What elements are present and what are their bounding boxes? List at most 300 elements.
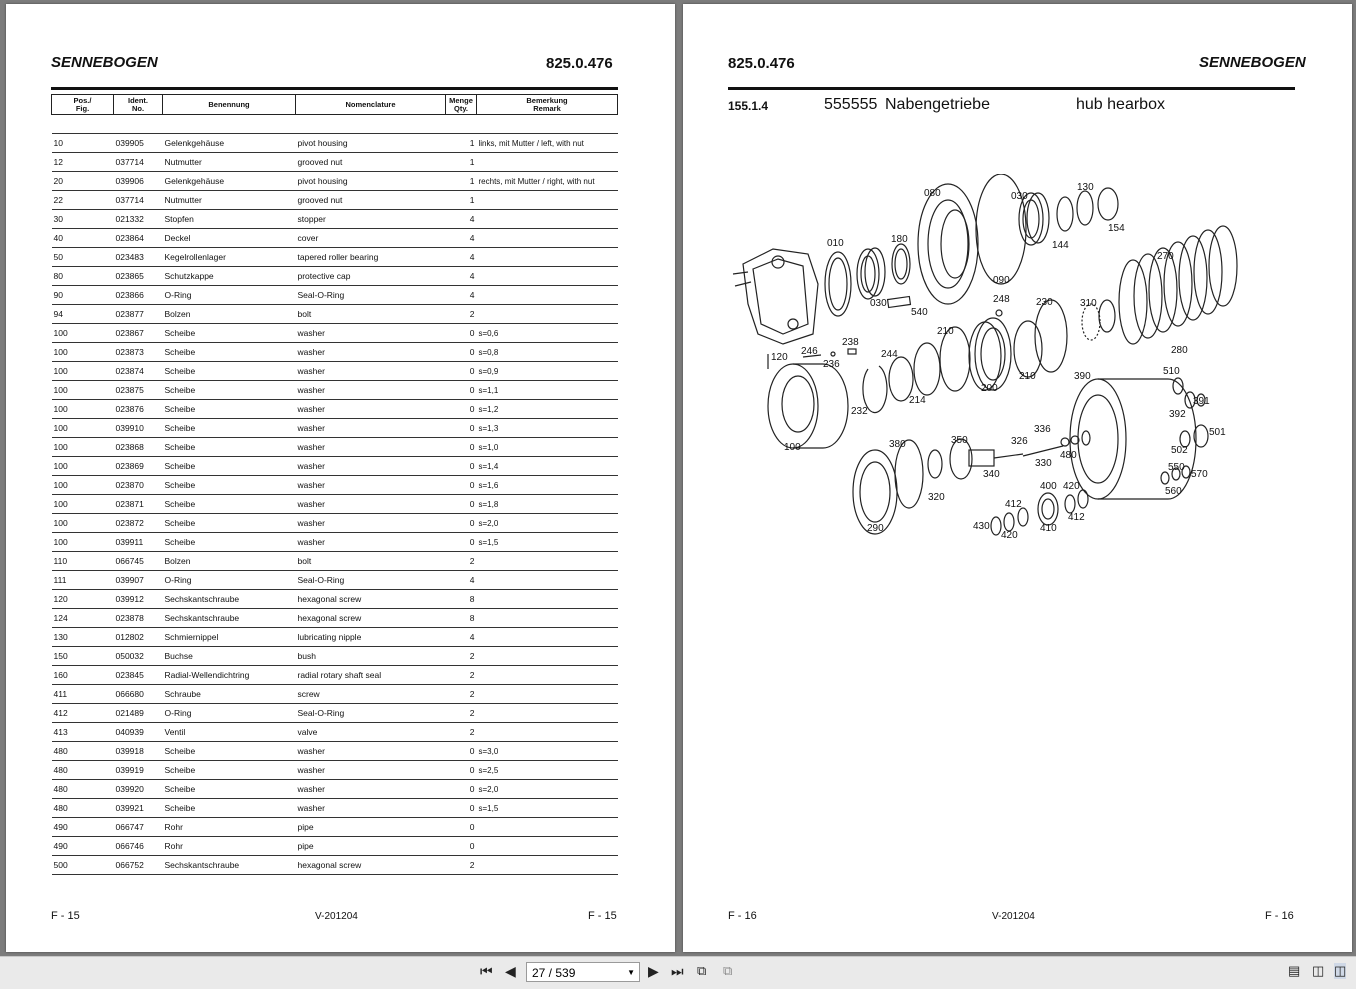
cell-ident: 023878 — [114, 609, 163, 628]
cell-ident: 039905 — [114, 134, 163, 153]
cell-ident: 023483 — [114, 248, 163, 267]
cell-ident: 050032 — [114, 647, 163, 666]
cell-qty: 0 — [446, 533, 477, 552]
header-ident — [114, 95, 163, 115]
table-row — [52, 533, 618, 552]
callout-label: 210 — [937, 326, 954, 337]
cell-nomenclature: washer — [296, 761, 446, 780]
callout-label: 410 — [1040, 523, 1057, 534]
table-row — [52, 742, 618, 761]
cell-qty: 0 — [446, 457, 477, 476]
callout-label: 232 — [851, 406, 868, 417]
cell-qty: 1 — [446, 172, 477, 191]
table-row — [52, 438, 618, 457]
cell-qty: 0 — [446, 419, 477, 438]
cell-qty: 0 — [446, 761, 477, 780]
cell-qty: 0 — [446, 495, 477, 514]
cell-remark — [477, 685, 618, 704]
cell-nomenclature: Seal-O-Ring — [296, 704, 446, 723]
cell-pos: 100 — [52, 343, 114, 362]
table-row — [52, 609, 618, 628]
cell-ident: 039919 — [114, 761, 163, 780]
cell-benennung: Sechskantschraube — [163, 856, 296, 875]
cell-ident: 039907 — [114, 571, 163, 590]
header-remark-label: Bemerkung Remark — [526, 95, 568, 113]
cell-ident: 066752 — [114, 856, 163, 875]
cell-remark — [477, 818, 618, 837]
cell-benennung: Scheibe — [163, 419, 296, 438]
cell-benennung: Scheibe — [163, 514, 296, 533]
cell-nomenclature: washer — [296, 343, 446, 362]
callout-label: 420 — [1001, 530, 1018, 541]
cell-remark: s=2,5 — [477, 761, 618, 780]
cell-ident: 023877 — [114, 305, 163, 324]
cell-qty: 1 — [446, 153, 477, 172]
document-number: 825.0.476 — [546, 55, 613, 72]
table-row — [52, 229, 618, 248]
cell-ident: 066745 — [114, 552, 163, 571]
cell-remark — [477, 210, 618, 229]
callout-label: 502 — [1171, 445, 1188, 456]
callout-label: 200 — [981, 383, 998, 394]
section-id: 555555 — [824, 96, 878, 113]
callout-label: 430 — [973, 521, 990, 532]
cell-pos: 100 — [52, 400, 114, 419]
cell-pos: 500 — [52, 856, 114, 875]
callout-label: 214 — [909, 395, 926, 406]
callout-label: 230 — [1036, 297, 1053, 308]
cell-pos: 20 — [52, 172, 114, 191]
table-row — [52, 685, 618, 704]
table-row — [52, 210, 618, 229]
single-page-icon[interactable]: ▤ — [1288, 963, 1301, 978]
callout-label: 380 — [889, 439, 906, 450]
cell-pos: 480 — [52, 799, 114, 818]
footer-page-left: F - 16 — [728, 910, 757, 922]
cell-remark — [477, 609, 618, 628]
cell-qty: 0 — [446, 818, 477, 837]
cell-ident: 023868 — [114, 438, 163, 457]
cell-qty: 2 — [446, 723, 477, 742]
cell-remark — [477, 571, 618, 590]
table-row — [52, 381, 618, 400]
left-page — [6, 4, 675, 952]
header-remark — [477, 95, 618, 115]
cell-qty: 8 — [446, 609, 477, 628]
cell-benennung: Rohr — [163, 837, 296, 856]
cell-pos: 120 — [52, 590, 114, 609]
table-row — [52, 818, 618, 837]
table-row — [52, 666, 618, 685]
parts-table — [51, 94, 618, 875]
callout-label: 290 — [867, 523, 884, 534]
cell-ident: 039906 — [114, 172, 163, 191]
cell-ident: 066680 — [114, 685, 163, 704]
cell-pos: 50 — [52, 248, 114, 267]
prev-page-icon[interactable]: ◀ — [505, 963, 516, 979]
cell-qty: 4 — [446, 267, 477, 286]
cell-benennung: Bolzen — [163, 552, 296, 571]
table-row — [52, 400, 618, 419]
cell-nomenclature: washer — [296, 799, 446, 818]
callout-label: 010 — [827, 238, 844, 249]
header-rule — [51, 87, 618, 90]
cell-qty: 0 — [446, 362, 477, 381]
table-row — [52, 324, 618, 343]
viewer-toolbar — [0, 956, 1356, 989]
callout-label: 390 — [1074, 371, 1091, 382]
cell-ident: 023869 — [114, 457, 163, 476]
cell-pos: 160 — [52, 666, 114, 685]
cell-benennung: Scheibe — [163, 761, 296, 780]
cell-remark — [477, 248, 618, 267]
cell-pos: 94 — [52, 305, 114, 324]
cell-nomenclature: hexagonal screw — [296, 609, 446, 628]
table-row — [52, 780, 618, 799]
cell-pos: 110 — [52, 552, 114, 571]
cell-pos: 100 — [52, 533, 114, 552]
cell-ident: 023875 — [114, 381, 163, 400]
cell-benennung: Scheibe — [163, 495, 296, 514]
cell-remark: s=0,6 — [477, 324, 618, 343]
cell-remark — [477, 837, 618, 856]
cell-pos: 411 — [52, 685, 114, 704]
cell-qty: 4 — [446, 210, 477, 229]
cell-remark: s=1,3 — [477, 419, 618, 438]
cell-pos: 100 — [52, 438, 114, 457]
cell-nomenclature: tapered roller bearing — [296, 248, 446, 267]
cell-pos: 150 — [52, 647, 114, 666]
callout-label: 391 — [1193, 396, 1210, 407]
cell-remark — [477, 704, 618, 723]
header-qty — [446, 95, 477, 115]
last-page-icon[interactable]: ⏭ — [671, 963, 684, 979]
cell-nomenclature: washer — [296, 381, 446, 400]
cell-remark: s=1,1 — [477, 381, 618, 400]
cell-pos: 480 — [52, 742, 114, 761]
cell-nomenclature: washer — [296, 742, 446, 761]
cell-qty: 8 — [446, 590, 477, 609]
page-number-input[interactable] — [526, 962, 640, 982]
cell-nomenclature: washer — [296, 419, 446, 438]
cell-nomenclature: bolt — [296, 305, 446, 324]
cell-benennung: Scheibe — [163, 742, 296, 761]
cell-nomenclature: bolt — [296, 552, 446, 571]
two-page-scroll-icon[interactable]: ◫ — [1334, 963, 1347, 978]
document-number: 825.0.476 — [728, 55, 795, 72]
forward-view-icon[interactable]: ⧉ — [723, 963, 733, 978]
cell-ident: 023873 — [114, 343, 163, 362]
table-row — [52, 305, 618, 324]
cell-nomenclature: washer — [296, 533, 446, 552]
cell-nomenclature: valve — [296, 723, 446, 742]
cell-qty: 4 — [446, 248, 477, 267]
callout-label: 560 — [1165, 486, 1182, 497]
table-row — [52, 590, 618, 609]
cell-qty: 2 — [446, 704, 477, 723]
cell-nomenclature: washer — [296, 457, 446, 476]
cell-pos: 100 — [52, 514, 114, 533]
cell-ident: 023876 — [114, 400, 163, 419]
footer-version: V-201204 — [315, 911, 358, 922]
table-row — [52, 837, 618, 856]
cell-pos: 100 — [52, 324, 114, 343]
cell-ident: 023865 — [114, 267, 163, 286]
cell-nomenclature: pipe — [296, 818, 446, 837]
cell-qty: 0 — [446, 438, 477, 457]
table-row — [52, 571, 618, 590]
cell-pos: 124 — [52, 609, 114, 628]
cell-benennung: O-Ring — [163, 571, 296, 590]
cell-pos: 111 — [52, 571, 114, 590]
callout-label: 480 — [1060, 450, 1077, 461]
cell-ident: 023845 — [114, 666, 163, 685]
cell-ident: 012802 — [114, 628, 163, 647]
cell-benennung: Scheibe — [163, 799, 296, 818]
cell-qty: 2 — [446, 685, 477, 704]
cell-remark: s=1,6 — [477, 476, 618, 495]
footer-page-right: F - 16 — [1265, 910, 1294, 922]
cell-remark — [477, 229, 618, 248]
diagram-callouts — [771, 182, 1226, 541]
cell-remark: s=2,0 — [477, 514, 618, 533]
cell-pos: 40 — [52, 229, 114, 248]
cell-nomenclature: bush — [296, 647, 446, 666]
two-page-icon[interactable]: ◫ — [1312, 963, 1325, 978]
table-row — [52, 799, 618, 818]
cell-benennung: Scheibe — [163, 400, 296, 419]
callout-label: 340 — [983, 469, 1000, 480]
back-view-icon[interactable]: ⧉ — [697, 963, 707, 978]
cell-pos: 412 — [52, 704, 114, 723]
cell-benennung: Gelenkgehäuse — [163, 134, 296, 153]
cell-pos: 130 — [52, 628, 114, 647]
header-pos-label: Pos./ Fig. — [73, 95, 92, 113]
cell-benennung: Deckel — [163, 229, 296, 248]
cell-benennung: Scheibe — [163, 533, 296, 552]
cell-ident: 037714 — [114, 191, 163, 210]
cell-remark — [477, 191, 618, 210]
cell-remark — [477, 856, 618, 875]
callout-label: 320 — [928, 492, 945, 503]
cell-ident: 040939 — [114, 723, 163, 742]
section-title-en: hub hearbox — [1076, 96, 1165, 113]
callout-label: 392 — [1169, 409, 1186, 420]
table-row — [52, 248, 618, 267]
cell-ident: 039910 — [114, 419, 163, 438]
cell-remark: s=0,8 — [477, 343, 618, 362]
callout-label: 420 — [1063, 481, 1080, 492]
header-benennung — [163, 95, 296, 115]
cell-qty: 0 — [446, 742, 477, 761]
callout-label: 350 — [951, 435, 968, 446]
next-page-icon[interactable]: ▶ — [648, 963, 659, 979]
cell-benennung: Schutzkappe — [163, 267, 296, 286]
cell-nomenclature: Seal-O-Ring — [296, 571, 446, 590]
table-row — [52, 172, 618, 191]
sennebogen-logo: SENNEBOGEN — [51, 54, 158, 71]
sennebogen-logo: SENNEBOGEN — [1199, 54, 1306, 71]
table-row — [52, 647, 618, 666]
cell-ident: 039918 — [114, 742, 163, 761]
cell-benennung: O-Ring — [163, 704, 296, 723]
table-row — [52, 191, 618, 210]
cell-pos: 100 — [52, 419, 114, 438]
cell-ident: 023864 — [114, 229, 163, 248]
callout-label: 120 — [771, 352, 788, 363]
footer-page-left: F - 15 — [51, 910, 80, 922]
cell-ident: 023874 — [114, 362, 163, 381]
callout-label: 144 — [1052, 240, 1069, 251]
callout-label: 100 — [784, 442, 801, 453]
cell-qty: 0 — [446, 799, 477, 818]
cell-nomenclature: pivot housing — [296, 134, 446, 153]
cell-qty: 0 — [446, 343, 477, 362]
cell-benennung: Ventil — [163, 723, 296, 742]
cell-remark — [477, 552, 618, 571]
table-row — [52, 704, 618, 723]
cell-ident: 021489 — [114, 704, 163, 723]
callout-label: 540 — [911, 307, 928, 318]
cell-benennung: Scheibe — [163, 324, 296, 343]
cell-pos: 100 — [52, 495, 114, 514]
cell-nomenclature: washer — [296, 495, 446, 514]
cell-remark: links, mit Mutter / left, with nut — [477, 134, 618, 153]
cell-remark: s=0,9 — [477, 362, 618, 381]
table-row — [52, 267, 618, 286]
cell-qty: 0 — [446, 400, 477, 419]
header-benennung-label: Benennung — [208, 99, 250, 109]
table-row — [52, 134, 618, 153]
cell-pos: 480 — [52, 780, 114, 799]
cell-benennung: O-Ring — [163, 286, 296, 305]
cell-nomenclature: washer — [296, 324, 446, 343]
cell-nomenclature: washer — [296, 400, 446, 419]
table-row — [52, 495, 618, 514]
cell-pos: 100 — [52, 381, 114, 400]
cell-benennung: Sechskantschraube — [163, 590, 296, 609]
callout-label: 330 — [1035, 458, 1052, 469]
cell-remark: s=1,5 — [477, 533, 618, 552]
cell-ident: 023872 — [114, 514, 163, 533]
header-nomenclature-label: Nomenclature — [345, 99, 396, 109]
cell-qty: 0 — [446, 381, 477, 400]
cell-qty: 2 — [446, 305, 477, 324]
cell-qty: 4 — [446, 571, 477, 590]
cell-benennung: Rohr — [163, 818, 296, 837]
exploded-view-diagram — [723, 174, 1253, 554]
first-page-icon[interactable]: ⏮ — [480, 963, 493, 979]
cell-remark: s=1,0 — [477, 438, 618, 457]
table-row — [52, 343, 618, 362]
callout-label: 570 — [1191, 469, 1208, 480]
callout-label: 280 — [1171, 345, 1188, 356]
cell-nomenclature: washer — [296, 438, 446, 457]
cell-remark — [477, 666, 618, 685]
cell-ident: 039921 — [114, 799, 163, 818]
section-number: 155.1.4 — [728, 99, 769, 113]
callout-label: 210 — [1019, 371, 1036, 382]
cell-benennung: Nutmutter — [163, 191, 296, 210]
cell-benennung: Kegelrollenlager — [163, 248, 296, 267]
cell-pos: 80 — [52, 267, 114, 286]
cell-qty: 1 — [446, 134, 477, 153]
cell-pos: 100 — [52, 362, 114, 381]
cell-ident: 021332 — [114, 210, 163, 229]
cell-remark: s=3,0 — [477, 742, 618, 761]
cell-benennung: Buchse — [163, 647, 296, 666]
cell-qty: 2 — [446, 666, 477, 685]
table-row — [52, 552, 618, 571]
cell-qty: 4 — [446, 286, 477, 305]
callout-label: 550 — [1168, 462, 1185, 473]
table-row — [52, 286, 618, 305]
cell-remark — [477, 590, 618, 609]
callout-label: 238 — [842, 337, 859, 348]
table-row — [52, 153, 618, 172]
cell-ident: 023866 — [114, 286, 163, 305]
page-indicator: 27 / 539 — [532, 966, 576, 980]
cell-remark: s=1,8 — [477, 495, 618, 514]
cell-nomenclature: grooved nut — [296, 153, 446, 172]
cell-nomenclature: cover — [296, 229, 446, 248]
cell-benennung: Gelenkgehäuse — [163, 172, 296, 191]
cell-benennung: Sechskantschraube — [163, 609, 296, 628]
callout-label: 180 — [891, 234, 908, 245]
callout-label: 310 — [1080, 298, 1097, 309]
cell-qty: 0 — [446, 837, 477, 856]
footer-version: V-201204 — [992, 911, 1035, 922]
cell-remark — [477, 723, 618, 742]
cell-remark — [477, 286, 618, 305]
cell-remark: s=2,0 — [477, 780, 618, 799]
chevron-down-icon[interactable]: ▼ — [627, 968, 635, 977]
cell-ident: 039912 — [114, 590, 163, 609]
cell-qty: 0 — [446, 780, 477, 799]
cell-benennung: Scheibe — [163, 476, 296, 495]
cell-qty: 2 — [446, 856, 477, 875]
callout-label: 400 — [1040, 481, 1057, 492]
callout-label: 130 — [1077, 182, 1094, 193]
cell-nomenclature: washer — [296, 362, 446, 381]
callout-label: 080 — [924, 188, 941, 199]
cell-nomenclature: pipe — [296, 837, 446, 856]
callout-label: 030 — [870, 298, 887, 309]
cell-qty: 0 — [446, 476, 477, 495]
header-rule — [728, 87, 1295, 90]
cell-qty: 2 — [446, 647, 477, 666]
cell-qty: 0 — [446, 324, 477, 343]
parts-table-body — [52, 134, 618, 875]
table-row — [52, 419, 618, 438]
table-row — [52, 856, 618, 875]
cell-nomenclature: lubricating nipple — [296, 628, 446, 647]
section-title-de: Nabengetriebe — [885, 96, 990, 113]
cell-nomenclature: hexagonal screw — [296, 856, 446, 875]
cell-remark: rechts, mit Mutter / right, with nut — [477, 172, 618, 191]
cell-pos: 100 — [52, 476, 114, 495]
table-row — [52, 514, 618, 533]
cell-pos: 90 — [52, 286, 114, 305]
cell-ident: 066746 — [114, 837, 163, 856]
cell-nomenclature: screw — [296, 685, 446, 704]
callout-label: 244 — [881, 349, 898, 360]
table-row — [52, 362, 618, 381]
table-row — [52, 628, 618, 647]
table-header-row — [52, 95, 618, 115]
table-row — [52, 457, 618, 476]
pivot-housing-drawing — [733, 249, 818, 344]
